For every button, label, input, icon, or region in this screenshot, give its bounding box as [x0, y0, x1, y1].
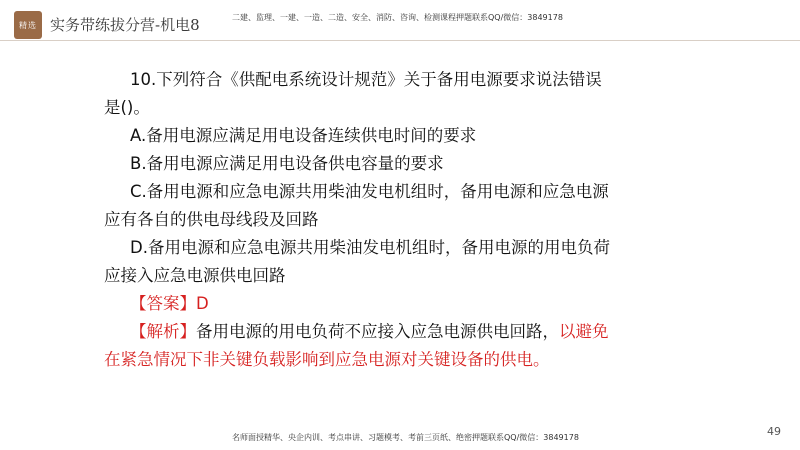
- analysis-text-red-line2: 在紧急情况下非关键负载影响到应急电源对关键设备的供电。: [104, 350, 550, 369]
- footer-contact-text: 名师面授精华、央企内训、考点串讲、习题模考、考前三页纸、绝密押题联系QQ/微信：3849178: [232, 433, 579, 442]
- answer-line: [104, 290, 684, 318]
- option-a-text: A.备用电源应满足用电设备连续供电时间的要求: [130, 126, 477, 145]
- option-b-text: B.备用电源应满足用电设备供电容量的要求: [130, 154, 444, 173]
- option-c-text-line1: C.备用电源和应急电源共用柴油发电机组时，备用电源和应急电源: [130, 182, 609, 201]
- question-stem-line1: 10.下列符合《供配电系统设计规范》关于备用电源要求说法错误: [130, 70, 602, 89]
- analysis-line: [104, 318, 684, 346]
- question-stem-continuation: [104, 94, 684, 122]
- question-stem-line2: 是()。: [104, 98, 150, 117]
- answer-value: D: [196, 294, 209, 313]
- analysis-text-black: 备用电源的用电负荷不应接入应急电源供电回路，: [196, 322, 559, 341]
- option-d-text-line1: D.备用电源和应急电源共用柴油发电机组时，备用电源的用电负荷: [130, 238, 610, 257]
- option-d-text-line2: 应接入应急电源供电回路: [104, 266, 286, 285]
- page-number: 49: [767, 425, 781, 438]
- header-bar: [0, 0, 800, 42]
- option-b: [104, 150, 684, 178]
- logo-badge: [14, 11, 42, 39]
- question-stem: [104, 66, 684, 94]
- analysis-continuation: [104, 346, 684, 374]
- option-d: [104, 234, 684, 262]
- header-divider: [0, 40, 800, 41]
- analysis-label: 【解析】: [130, 322, 196, 341]
- option-a: [104, 122, 684, 150]
- option-c-continuation: [104, 206, 684, 234]
- option-c-text-line2: 应有各自的供电母线段及回路: [104, 210, 319, 229]
- slide-content: [104, 66, 684, 374]
- answer-label: 【答案】: [130, 294, 196, 313]
- option-c: [104, 178, 684, 206]
- series-title: 实务带练拔分营-机电8: [50, 16, 200, 34]
- option-d-continuation: [104, 262, 684, 290]
- analysis-text-red-line1: 以避免: [559, 322, 609, 341]
- header-contact-text: 二建、监理、一建、一造、二造、安全、消防、咨询、检测课程押题联系QQ/微信：3849178: [232, 13, 563, 22]
- logo-text: 精选: [19, 20, 37, 30]
